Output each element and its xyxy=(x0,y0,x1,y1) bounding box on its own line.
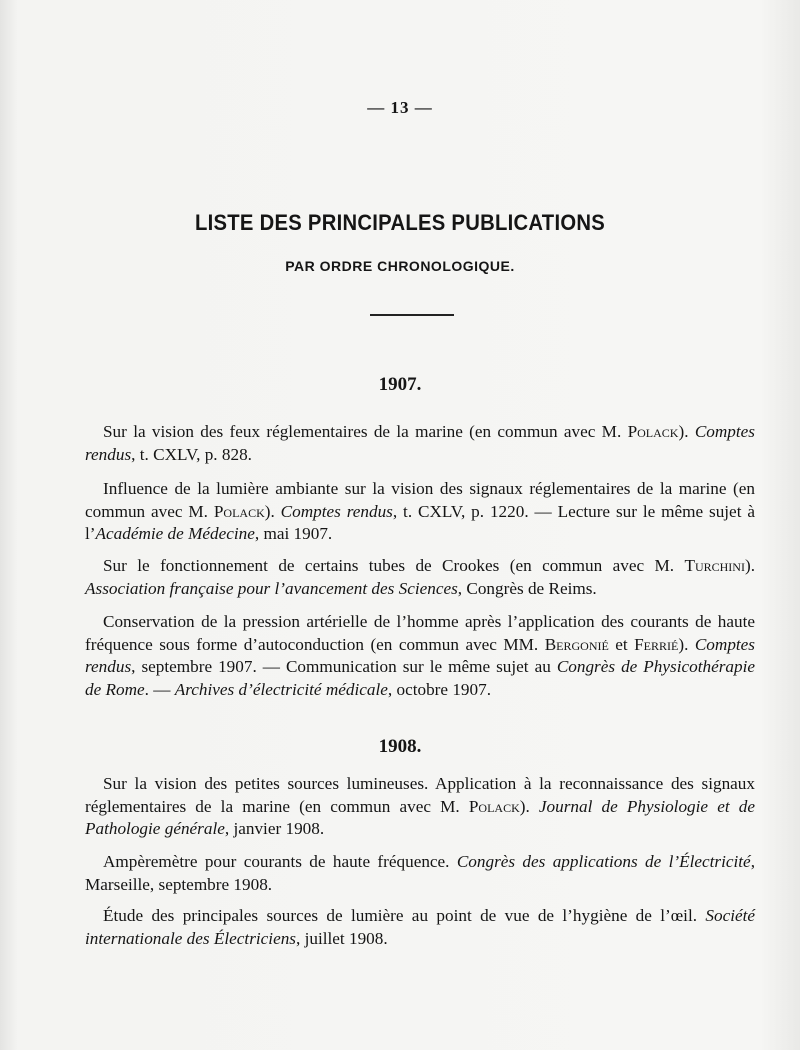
entry-text: et xyxy=(608,634,635,654)
entry-text: ). xyxy=(678,422,695,441)
publication-entry xyxy=(85,611,755,701)
entry-text: , t. CXLV, p. 828. xyxy=(131,444,252,464)
entry-text: , octobre 1907. xyxy=(387,679,491,699)
citation-title: Comptes rendus xyxy=(85,634,755,676)
entry-text: Ampèremètre pour courants de haute fréquence. xyxy=(103,852,457,871)
entry-text: Sur le fonctionnement de certains tubes de Crookes (en commun avec M. xyxy=(103,556,685,575)
entry-text: , juillet 1908. xyxy=(295,928,388,948)
year-heading-1907: 1907. xyxy=(378,374,422,395)
citation-title: Société internationale des Électriciens xyxy=(85,906,755,948)
publication-entry xyxy=(85,478,755,546)
entry-text: Sur la vision des petites sources lumineuses. Application à la reconnaissance des signaux réglementaires de la marine (en commun avec M. xyxy=(85,774,755,816)
entry-text: , mai 1907. xyxy=(254,524,333,543)
entry-text: ). xyxy=(264,501,281,521)
citation-title: Congrès des applications de l’Électricité xyxy=(456,852,751,871)
entry-text: Sur la vision des feux réglementaires de la marine (en commun avec M. xyxy=(103,422,628,441)
entry-text: ). xyxy=(678,634,695,654)
citation-title: Journal de Physiologie et de Pathologie générale xyxy=(85,796,755,838)
entry-text: , t. CXLV, p. 1220. — Lecture sur le même sujet à l’ xyxy=(85,501,755,543)
publication-entry xyxy=(85,555,755,600)
citation-title: Académie de Médecine xyxy=(95,524,255,543)
citation-title: Comptes rendus xyxy=(85,422,755,464)
year-heading-1908: 1908. xyxy=(378,736,422,757)
author-name: Polack xyxy=(468,796,520,816)
publication-entry xyxy=(85,773,755,841)
entry-text: , septembre 1907. — Communication sur le même sujet au xyxy=(131,657,557,676)
author-name: Turchini xyxy=(684,556,745,575)
entry-text: , janvier 1908. xyxy=(224,819,325,838)
author-name: Polack xyxy=(627,422,679,441)
page-subtitle: PAR ORDRE CHRONOLOGIQUE. xyxy=(285,258,515,274)
publication-entry xyxy=(85,851,755,896)
author-name: Bergonié xyxy=(544,634,609,654)
entry-text: , Marseille, septembre 1908. xyxy=(85,852,755,894)
entry-text: ). xyxy=(744,556,755,575)
page-number: — 13 — xyxy=(367,98,433,117)
author-name: Ferrié xyxy=(634,634,679,654)
title-divider xyxy=(370,314,454,316)
entry-text: , Congrès de Reims. xyxy=(457,578,597,598)
page-title: LISTE DES PRINCIPALES PUBLICATIONS xyxy=(194,210,606,235)
citation-title: Archives d’électricité médicale xyxy=(174,679,388,699)
citation-title: Association française pour l’avancement des Sciences xyxy=(85,578,458,598)
publication-entry xyxy=(85,421,755,466)
entry-text: ). xyxy=(519,796,539,816)
citation-title: Congrès de Physicothérapie de Rome xyxy=(85,657,755,699)
entry-text: Conservation de la pression artérielle de l’homme après l’application des courants de haute fréquence sous forme d’autoconduction (en commun avec MM. xyxy=(85,612,755,654)
citation-title: Comptes rendus xyxy=(280,501,393,521)
author-name: Polack xyxy=(213,501,265,521)
entry-text: . — xyxy=(144,679,175,699)
publication-entry xyxy=(85,905,755,950)
entry-text: Étude des principales sources de lumière au point de vue de l’hygiène de l’œil. xyxy=(103,906,706,925)
entry-text: Influence de la lumière ambiante sur la vision des signaux réglementaires de la marine (en commun avec M. xyxy=(85,479,755,521)
